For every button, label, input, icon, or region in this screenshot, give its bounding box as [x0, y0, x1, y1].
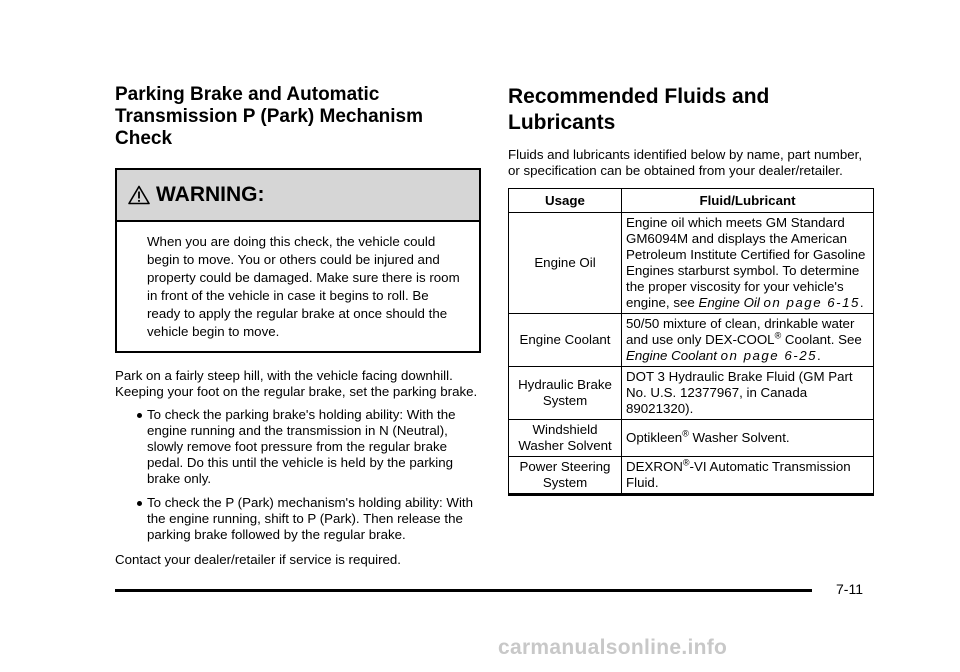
closing-paragraph: Contact your dealer/retailer if service is required. [115, 552, 402, 567]
registered-mark: ® [774, 330, 782, 341]
list-item: To check the parking brake's holding ability: With the engine running and the transmission in N (Neutral), slowly remove foot pressure from the regular brake pedal. Do this until the vehicle is held by the parking brake only. [115, 407, 481, 487]
check-list [115, 407, 481, 543]
cross-reference-page[interactable]: on page 6-15 [763, 295, 860, 310]
warning-box [115, 168, 481, 353]
usage-cell: Hydraulic Brake System [509, 367, 622, 420]
page-number: 7-11 [836, 581, 863, 597]
fluid-cell: DOT 3 Hydraulic Brake Fluid (GM Part No. U.S. 12377967, in Canada 89021320). [622, 367, 874, 420]
table-row [509, 213, 874, 314]
table-header-row [509, 189, 874, 213]
section-title-parking-brake: Parking Brake and Automatic Transmission P (Park) Mechanism Check [115, 84, 423, 149]
bullet-icon [137, 413, 142, 418]
table-row [509, 420, 874, 457]
registered-mark: ® [682, 428, 689, 439]
footer-rule [115, 589, 812, 592]
section-title-fluids: Recommended Fluids and Lubricants [508, 85, 770, 134]
usage-cell: Engine Oil [509, 213, 622, 314]
fluids-table [508, 188, 874, 496]
left-column [115, 84, 481, 568]
warning-heading: WARNING: [156, 183, 265, 206]
usage-cell: Power Steering System [509, 457, 622, 495]
fluid-cell: DEXRON®-VI Automatic Transmission Fluid. [622, 457, 874, 495]
bullet-icon [137, 501, 142, 506]
list-item: To check the P (Park) mechanism's holding ability: With the engine running, shift to P (Park). Then release the parking brake followed by the regular brake. [115, 495, 481, 543]
warning-triangle-icon [128, 185, 150, 205]
table-row [509, 457, 874, 495]
usage-cell: Windshield Washer Solvent [509, 420, 622, 457]
table-row [509, 367, 874, 420]
table-row [509, 314, 874, 367]
fluid-cell: 50/50 mixture of clean, drinkable water and use only DEX-COOL® Coolant. See Engine Coolant on page 6-25. [622, 314, 874, 367]
intro-paragraph: Park on a fairly steep hill, with the vehicle facing downhill. Keeping your foot on the regular brake, set the parking brake. [115, 368, 478, 399]
warning-header [117, 170, 479, 222]
warning-text: When you are doing this check, the vehicle could begin to move. You or others could be injured and property could be damaged. Make sure there is room in front of the vehicle in case it begins to roll. Be ready to apply the regular brake at once should the vehicle begin to move. [147, 234, 460, 339]
cross-reference-link[interactable]: Engine Oil [698, 295, 760, 310]
usage-cell: Engine Coolant [509, 314, 622, 367]
watermark: carmanualsonline.info [498, 636, 728, 659]
fluid-cell: Engine oil which meets GM Standard GM6094M and displays the American Petroleum Institute Certified for Gasoline Engines starburst symbol. To determine the proper viscosity for your vehicle's engine, see Engine Oil on page 6-15. [622, 213, 874, 314]
cross-reference-link[interactable]: Engine Coolant [626, 348, 717, 363]
cross-reference-page[interactable]: on page 6-25 [720, 348, 818, 363]
column-header-usage: Usage [509, 189, 622, 213]
right-column [508, 84, 874, 496]
column-header-fluid: Fluid/Lubricant [622, 189, 874, 213]
fluids-intro: Fluids and lubricants identified below by name, part number, or specification can be obtained from your dealer/retailer. [508, 147, 863, 178]
registered-mark: ® [682, 457, 690, 468]
fluid-cell: Optikleen® Washer Solvent. [622, 420, 874, 457]
